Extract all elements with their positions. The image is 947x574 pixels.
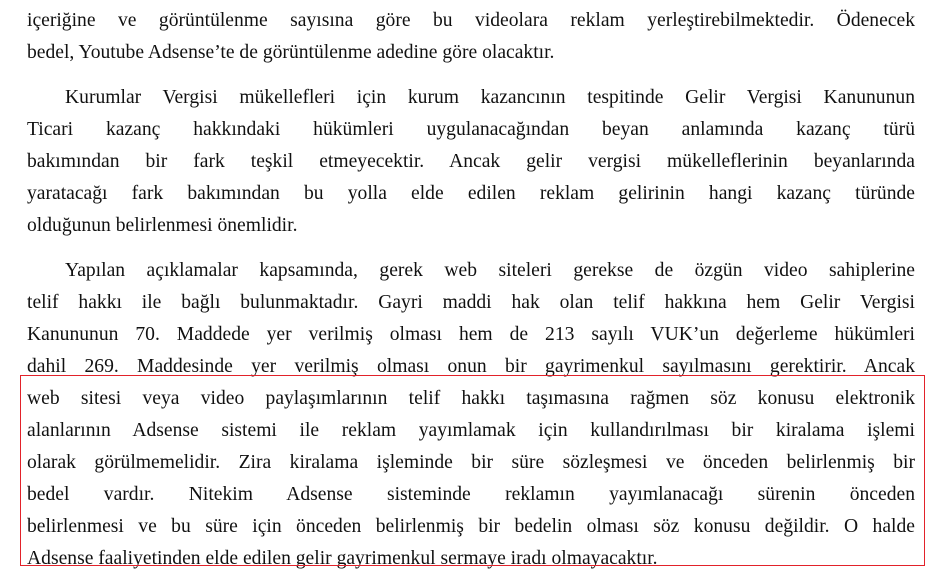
- paragraph-3-line-10: Adsense faaliyetinden elde edilen gelir gayrimenkul sermaye iradı olmayacaktır.: [27, 548, 658, 569]
- paragraph-2-line-4: yaratacağı fark bakımından bu yolla elde edilen reklam gelirinin hangi kazanç türünde: [27, 183, 915, 204]
- paragraph-3-line-3: Kanununun 70. Maddede yer verilmiş olması hem de 213 sayılı VUK’un değerleme hükümleri: [27, 324, 915, 345]
- paragraph-3-line-4: dahil 269. Maddesinde yer verilmiş olması onun bir gayrimenkul sayılmasını gerektirir. Ancak: [27, 356, 915, 377]
- paragraph-1-line-1: içeriğine ve görüntülenme sayısına göre bu videolara reklam yerleştirebilmektedir. Ödenecek: [27, 10, 915, 31]
- paragraph-2-line-3: bakımından bir fark teşkil etmeyecektir. Ancak gelir vergisi mükelleflerinin beyanlarında: [27, 151, 915, 172]
- paragraph-3-line-1: Yapılan açıklamalar kapsamında, gerek web siteleri gerekse de özgün video sahiplerine: [65, 260, 915, 281]
- paragraph-3-line-2: telif hakkı ile bağlı bulunmaktadır. Gayri maddi hak olan telif hakkına hem Gelir Vergisi: [27, 292, 915, 313]
- paragraph-3-line-9: belirlenmesi ve bu süre için önceden belirlenmiş bir bedelin olması söz konusu değildir. O halde: [27, 516, 915, 537]
- paragraph-3-line-7: olarak görülmemelidir. Zira kiralama işleminde bir süre sözleşmesi ve önceden belirlenmiş bir: [27, 452, 915, 473]
- paragraph-2-line-2: Ticari kazanç hakkındaki hükümleri uygulanacağından beyan anlamında kazanç türü: [27, 119, 915, 140]
- paragraph-3-line-6: alanlarının Adsense sistemi ile reklam yayımlamak için kullandırılması bir kiralama işlemi: [27, 420, 915, 441]
- paragraph-3-line-8: bedel vardır. Nitekim Adsense sisteminde reklamın yayımlanacağı sürenin önceden: [27, 484, 915, 505]
- paragraph-2-line-5: olduğunun belirlenmesi önemlidir.: [27, 215, 298, 236]
- paragraph-3-line-5: web sitesi veya video paylaşımlarının telif hakkı taşımasına rağmen söz konusu elektronik: [27, 388, 915, 409]
- paragraph-1-line-2: bedel, Youtube Adsense’te de görüntülenme adedine göre olacaktır.: [27, 42, 555, 63]
- paragraph-2-line-1: Kurumlar Vergisi mükellefleri için kurum kazancının tespitinde Gelir Vergisi Kanununun: [65, 87, 915, 108]
- highlight-box: [20, 375, 925, 566]
